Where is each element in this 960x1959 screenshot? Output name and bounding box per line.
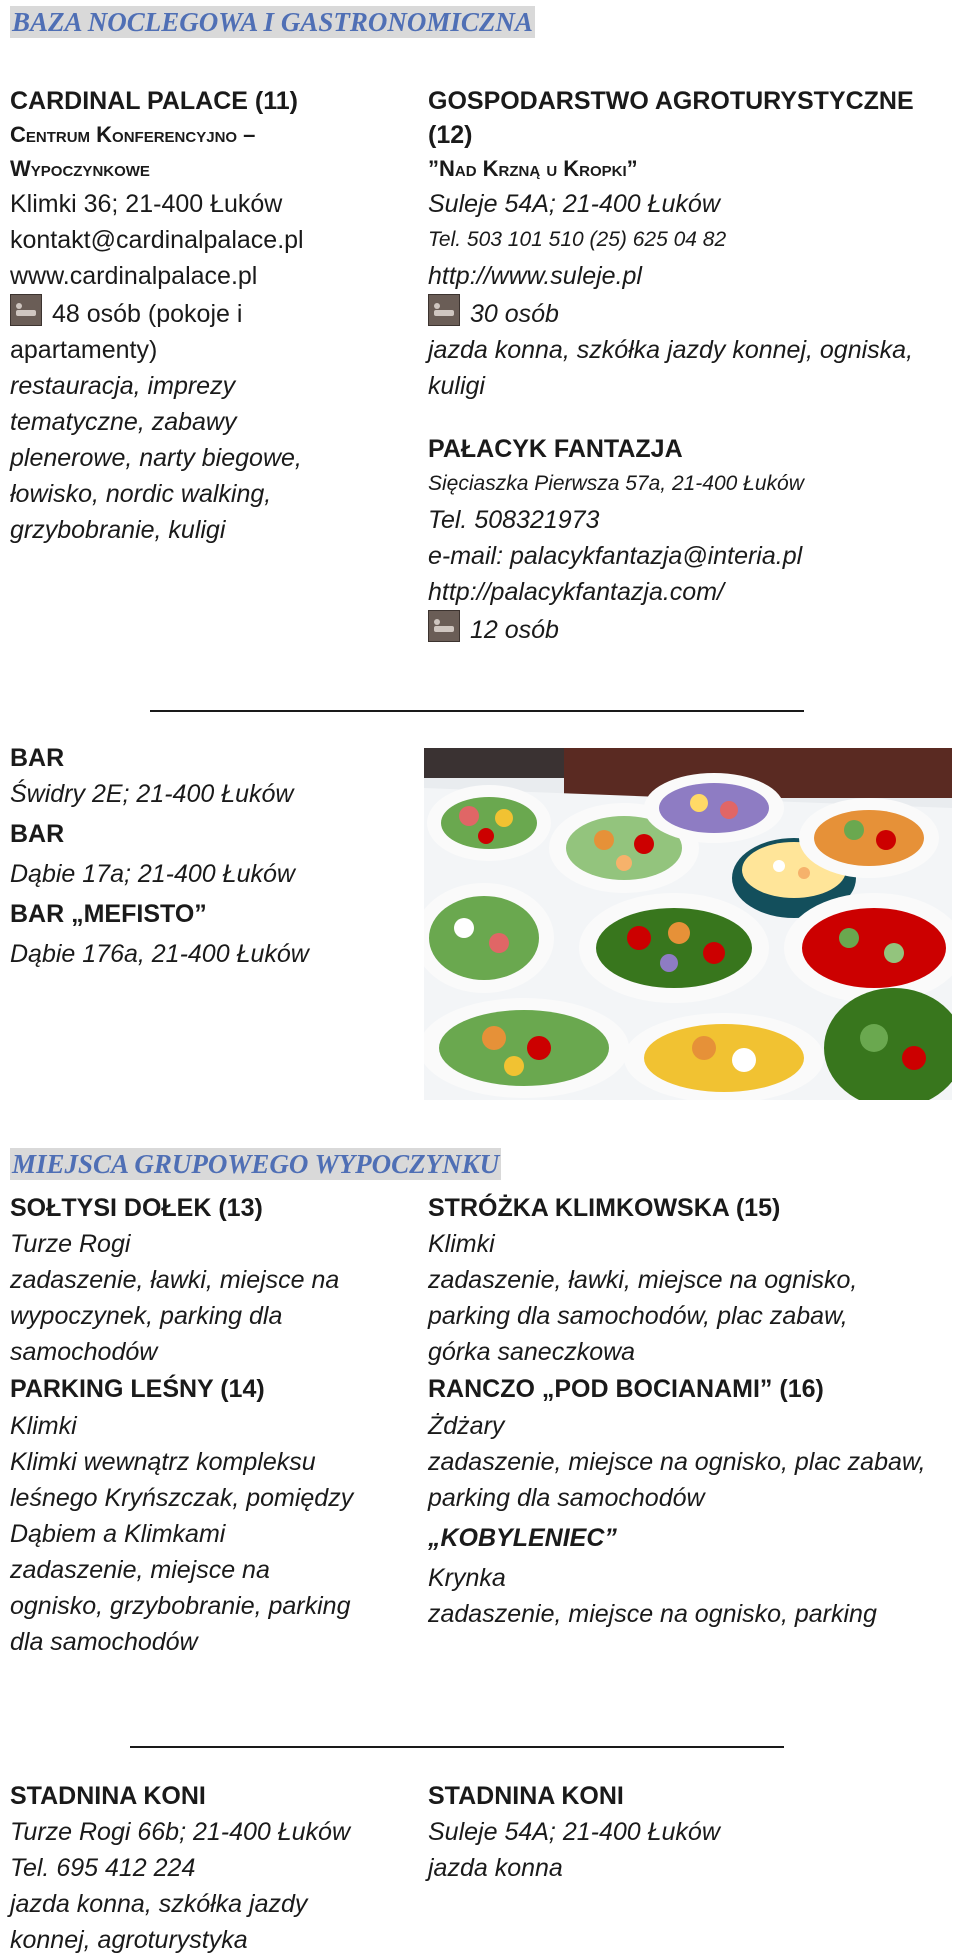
stable-desc-line: jazda konna, szkółka jazdy bbox=[10, 1890, 308, 1918]
place-desc-line: zadaszenie, miejsce na bbox=[10, 1556, 270, 1584]
bar-list bbox=[10, 740, 410, 972]
place-desc-line: górka saneczkowa bbox=[428, 1338, 636, 1366]
listing-capacity: 48 osób (pokoje i bbox=[10, 294, 410, 332]
section-title-lodging: BAZA NOCLEGOWA I GASTRONOMICZNA bbox=[12, 7, 533, 37]
divider bbox=[150, 710, 804, 712]
place-desc-line: parking dla samochodów bbox=[428, 1484, 705, 1512]
listing-title: CARDINAL PALACE (11) bbox=[10, 87, 298, 115]
listing-phone: Tel. 508321973 bbox=[428, 506, 600, 534]
place-desc-line: samochodów bbox=[10, 1338, 158, 1366]
place-desc-line: zadaszenie, ławki, miejsce na bbox=[10, 1266, 340, 1294]
listing-desc-line: restauracja, imprezy bbox=[10, 372, 236, 400]
place-title: RANCZO „POD BOCIANAMI” (16) bbox=[428, 1375, 824, 1403]
place-desc-line: zadaszenie, miejsce na ognisko, parking bbox=[428, 1600, 877, 1628]
listing-title: PAŁACYK FANTAZJA bbox=[428, 435, 683, 463]
place-location: Krynka bbox=[428, 1564, 506, 1592]
listing-desc-line: plenerowe, narty biegowe, bbox=[10, 444, 302, 472]
stable-suleje bbox=[428, 1778, 958, 1886]
listing-website[interactable]: www.cardinalpalace.pl bbox=[10, 262, 258, 290]
place-desc-line: leśnego Kryńszczak, pomiędzy bbox=[10, 1484, 354, 1512]
listing-website[interactable]: http://palacykfantazja.com/ bbox=[428, 578, 724, 606]
bar-address: Dąbie 17a; 21-400 Łuków bbox=[10, 860, 295, 888]
place-desc-line: zadaszenie, ławki, miejsce na ognisko, bbox=[428, 1266, 858, 1294]
stable-title: STADNINA KONI bbox=[10, 1782, 206, 1810]
place-desc-line: Dąbiem a Klimkami bbox=[10, 1520, 226, 1548]
place-desc-line: zadaszenie, miejsce na ognisko, plac zabaw, bbox=[428, 1448, 926, 1476]
listing-capacity-cont: apartamenty) bbox=[10, 336, 158, 364]
listing-subtitle: Wypoczynkowe bbox=[10, 156, 150, 181]
stable-desc-line: konnej, agroturystyka bbox=[10, 1926, 248, 1954]
listing-website[interactable]: http://www.suleje.pl bbox=[428, 262, 642, 290]
place-title: SOŁTYSI DOŁEK (13) bbox=[10, 1194, 263, 1222]
listing-subtitle: Centrum Konferencyjno – bbox=[10, 122, 256, 147]
place-title: PARKING LEŚNY (14) bbox=[10, 1375, 265, 1403]
place-title: STRÓŻKA KLIMKOWSKA (15) bbox=[428, 1194, 781, 1222]
bed-icon bbox=[428, 294, 460, 326]
stable-address: Turze Rogi 66b; 21-400 Łuków bbox=[10, 1818, 351, 1846]
section-title-group: MIEJSCA GRUPOWEGO WYPOCZYNKU bbox=[12, 1149, 500, 1179]
bar-name: BAR „MEFISTO” bbox=[10, 900, 207, 928]
listing-agroturystyka bbox=[428, 84, 958, 404]
food-platters-photo bbox=[424, 748, 952, 1100]
place-location: Klimki bbox=[10, 1412, 77, 1440]
stable-phone: Tel. 695 412 224 bbox=[10, 1854, 196, 1882]
group-left-column bbox=[10, 1190, 410, 1660]
listing-desc-line: jazda konna, szkółka jazdy konnej, ogniska, bbox=[428, 336, 914, 364]
place-location: Turze Rogi bbox=[10, 1230, 131, 1258]
listing-address: Suleje 54A; 21-400 Łuków bbox=[428, 190, 720, 218]
bar-name: BAR bbox=[10, 820, 65, 848]
listing-palacyk-fantazja bbox=[428, 432, 958, 648]
place-desc-line: Klimki wewnątrz kompleksu bbox=[10, 1448, 316, 1476]
listing-capacity: 12 osób bbox=[428, 610, 958, 648]
bar-address: Świdry 2E; 21-400 Łuków bbox=[10, 780, 294, 808]
stable-desc-line: jazda konna bbox=[428, 1854, 563, 1882]
stable-turze-rogi bbox=[10, 1778, 410, 1958]
food-platters-image bbox=[424, 748, 952, 1100]
listing-email[interactable]: kontakt@cardinalpalace.pl bbox=[10, 226, 304, 254]
listing-title: GOSPODARSTWO AGROTURYSTYCZNE (12) bbox=[428, 87, 914, 149]
place-desc-line: ognisko, grzybobranie, parking bbox=[10, 1592, 351, 1620]
listing-phone: Tel. 503 101 510 (25) 625 04 82 bbox=[428, 228, 727, 251]
place-desc-line: parking dla samochodów, plac zabaw, bbox=[428, 1302, 848, 1330]
place-location: Żdżary bbox=[428, 1412, 505, 1440]
stable-address: Suleje 54A; 21-400 Łuków bbox=[428, 1818, 720, 1846]
listing-address: Sięciaszka Pierwsza 57a, 21-400 Łuków bbox=[428, 472, 804, 495]
listing-address: Klimki 36; 21-400 Łuków bbox=[10, 190, 283, 218]
listing-desc-line: kuligi bbox=[428, 372, 485, 400]
place-desc-line: wypoczynek, parking dla bbox=[10, 1302, 283, 1330]
bar-address: Dąbie 176a, 21-400 Łuków bbox=[10, 940, 309, 968]
listing-desc-line: łowisko, nordic walking, bbox=[10, 480, 272, 508]
bar-name: BAR bbox=[10, 744, 65, 772]
listing-email[interactable]: e-mail: palacykfantazja@interia.pl bbox=[428, 542, 803, 570]
place-desc-line: dla samochodów bbox=[10, 1628, 198, 1656]
listing-desc-line: tematyczne, zabawy bbox=[10, 408, 237, 436]
listing-capacity: 30 osób bbox=[428, 294, 958, 332]
listing-subtitle: ”Nad Krzną u Kropki” bbox=[428, 156, 638, 181]
divider bbox=[130, 1746, 784, 1748]
place-location: Klimki bbox=[428, 1230, 495, 1258]
group-right-column bbox=[428, 1190, 958, 1632]
stable-title: STADNINA KONI bbox=[428, 1782, 624, 1810]
bed-icon bbox=[10, 294, 42, 326]
listing-cardinal-palace bbox=[10, 84, 410, 548]
place-title: „KOBYLENIEC” bbox=[428, 1524, 617, 1552]
listing-desc-line: grzybobranie, kuligi bbox=[10, 516, 226, 544]
bed-icon bbox=[428, 610, 460, 642]
